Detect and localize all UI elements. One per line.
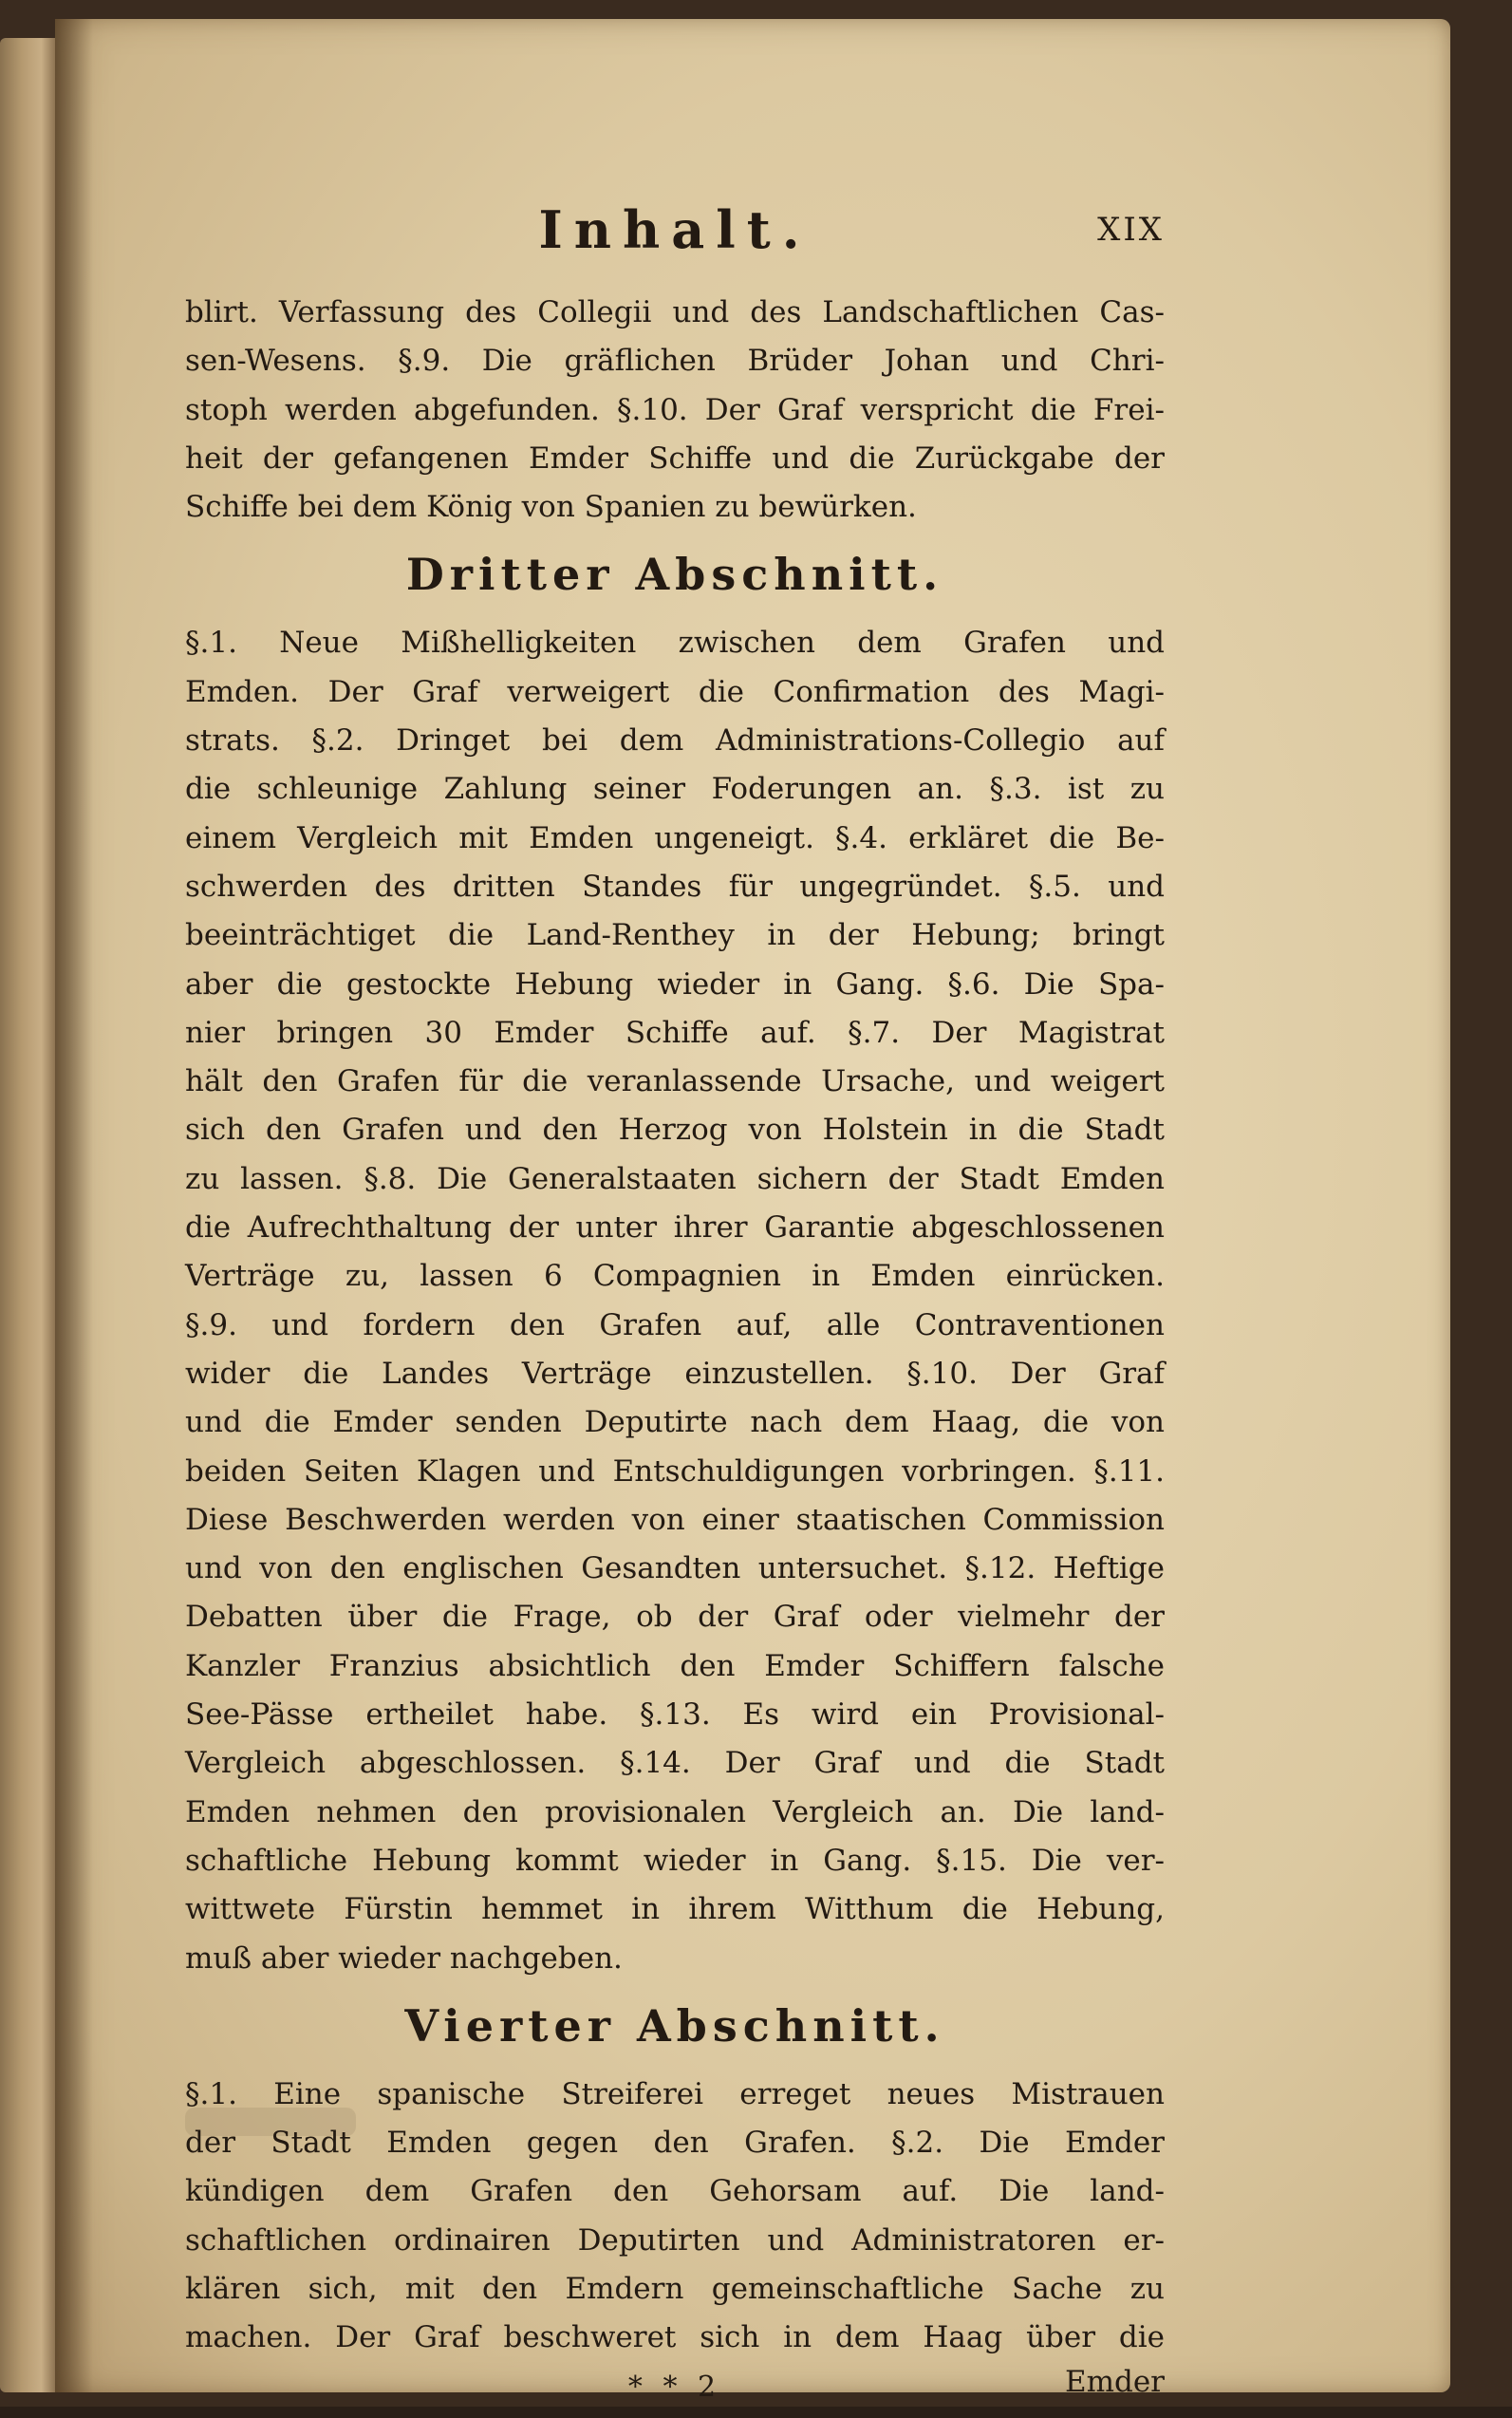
text-line: blirt. Verfassung des Collegii und des Landschaftlichen Cas- xyxy=(185,295,1165,329)
text-line: beiden Seiten Klagen und Entschuldigungen vorbringen. §.11. xyxy=(185,1453,1165,1489)
text-line: §.9. und fordern den Grafen auf, alle Contraventionen xyxy=(185,1307,1165,1342)
text-line: hält den Grafen für die veranlassende Ursache, und weigert xyxy=(185,1064,1165,1099)
page-text xyxy=(185,199,1165,2418)
text-line: Emden nehmen den provisionalen Vergleich an. Die land- xyxy=(185,1794,1165,1829)
text-line: schaftliche Hebung kommt wieder in Gang. §.15. Die ver- xyxy=(185,1843,1165,1878)
text-line: die schleunige Zahlung seiner Foderungen an. §.3. ist zu xyxy=(185,772,1165,807)
text-line: stoph werden abgefunden. §.10. Der Graf verspricht die Frei- xyxy=(185,392,1165,427)
text-line: schaftlichen ordinairen Deputirten und Administratoren er- xyxy=(185,2222,1165,2258)
page-footer xyxy=(185,2365,1165,2418)
page-gutter-shadow xyxy=(55,19,93,2392)
text-line: wittwete Fürstin hemmet in ihrem Witthum die Hebung, xyxy=(185,1892,1165,1927)
text-line: und die Emder senden Deputirte nach dem Haag, die von xyxy=(185,1405,1165,1440)
text-line: kündigen dem Grafen den Gehorsam auf. Die land- xyxy=(185,2174,1165,2209)
text-line: beeinträchtiget die Land-Renthey in der Hebung; bringt xyxy=(185,918,1165,953)
text-line: einem Vergleich mit Emden ungeneigt. §.4. erkläret die Be- xyxy=(185,820,1165,855)
text-line: nier bringen 30 Emder Schiffe auf. §.7. Der Magistrat xyxy=(185,1015,1165,1050)
section-heading-dritter: Dritter Abschnitt. xyxy=(405,549,944,601)
page-number: XIX xyxy=(1097,211,1165,249)
signature-mark: * * 2 xyxy=(627,2370,722,2404)
section-vierter-body xyxy=(185,2071,1165,2363)
text-line: der Stadt Emden gegen den Grafen. §.2. Die Emder xyxy=(185,2126,1165,2161)
text-line: Emden. Der Graf verweigert die Confirmation des Magi- xyxy=(185,674,1165,709)
section-dritter-body xyxy=(185,619,1165,1982)
text-line: See-Pässe ertheilet habe. §.13. Es wird ein Provisional- xyxy=(185,1697,1165,1733)
text-line: Verträge zu, lassen 6 Compagnien in Emden einrücken. xyxy=(185,1259,1165,1294)
text-line: machen. Der Graf beschweret sich in dem Haag über die xyxy=(185,2320,1165,2355)
text-line: Vergleich abgeschlossen. §.14. Der Graf und die Stadt xyxy=(185,1746,1165,1781)
text-line: Schiffe bei dem König von Spanien zu bewürken. xyxy=(185,490,917,525)
text-line: wider die Landes Verträge einzustellen. §.10. Der Graf xyxy=(185,1356,1165,1391)
running-title: Inhalt. xyxy=(538,199,812,260)
text-line: schwerden des dritten Standes für ungegründet. §.5. und xyxy=(185,869,1165,904)
text-line: Diese Beschwerden werden von einer staatischen Commission xyxy=(185,1502,1165,1537)
catchword: Emder xyxy=(1064,2364,1165,2399)
text-line: §.1. Neue Mißhelligkeiten zwischen dem Grafen und xyxy=(185,626,1165,661)
text-line: die Aufrechthaltung der unter ihrer Garantie abgeschlossenen xyxy=(185,1210,1165,1246)
previous-page-edge xyxy=(0,38,55,2392)
text-line: klären sich, mit den Emdern gemeinschaftliche Sache zu xyxy=(185,2271,1165,2306)
text-line: zu lassen. §.8. Die Generalstaaten sichern der Stadt Emden xyxy=(185,1161,1165,1196)
text-line: sen-Wesens. §.9. Die gräflichen Brüder Johan und Chri- xyxy=(185,344,1165,379)
text-line: sich den Grafen und den Herzog von Holstein in die Stadt xyxy=(185,1113,1165,1148)
text-line: aber die gestockte Hebung wieder in Gang. §.6. Die Spa- xyxy=(185,966,1165,1002)
text-line: heit der gefangenen Emder Schiffe und die Zurückgabe der xyxy=(185,440,1165,476)
text-line: Kanzler Franzius absichtlich den Emder Schiffern falsche xyxy=(185,1648,1165,1683)
text-line: Debatten über die Frage, ob der Graf oder vielmehr der xyxy=(185,1600,1165,1635)
text-line: §.1. Eine spanische Streiferei erreget neues Mistrauen xyxy=(185,2076,1165,2111)
text-line: muß aber wieder nachgeben. xyxy=(185,1940,623,1976)
section-continuation xyxy=(185,289,1165,532)
section-heading-vierter: Vierter Abschnitt. xyxy=(404,1999,945,2052)
running-header xyxy=(185,199,1165,275)
text-line: strats. §.2. Dringet bei dem Administrations-Collegio auf xyxy=(185,723,1165,759)
text-line: und von den englischen Gesandten untersuchet. §.12. Heftige xyxy=(185,1551,1165,1586)
